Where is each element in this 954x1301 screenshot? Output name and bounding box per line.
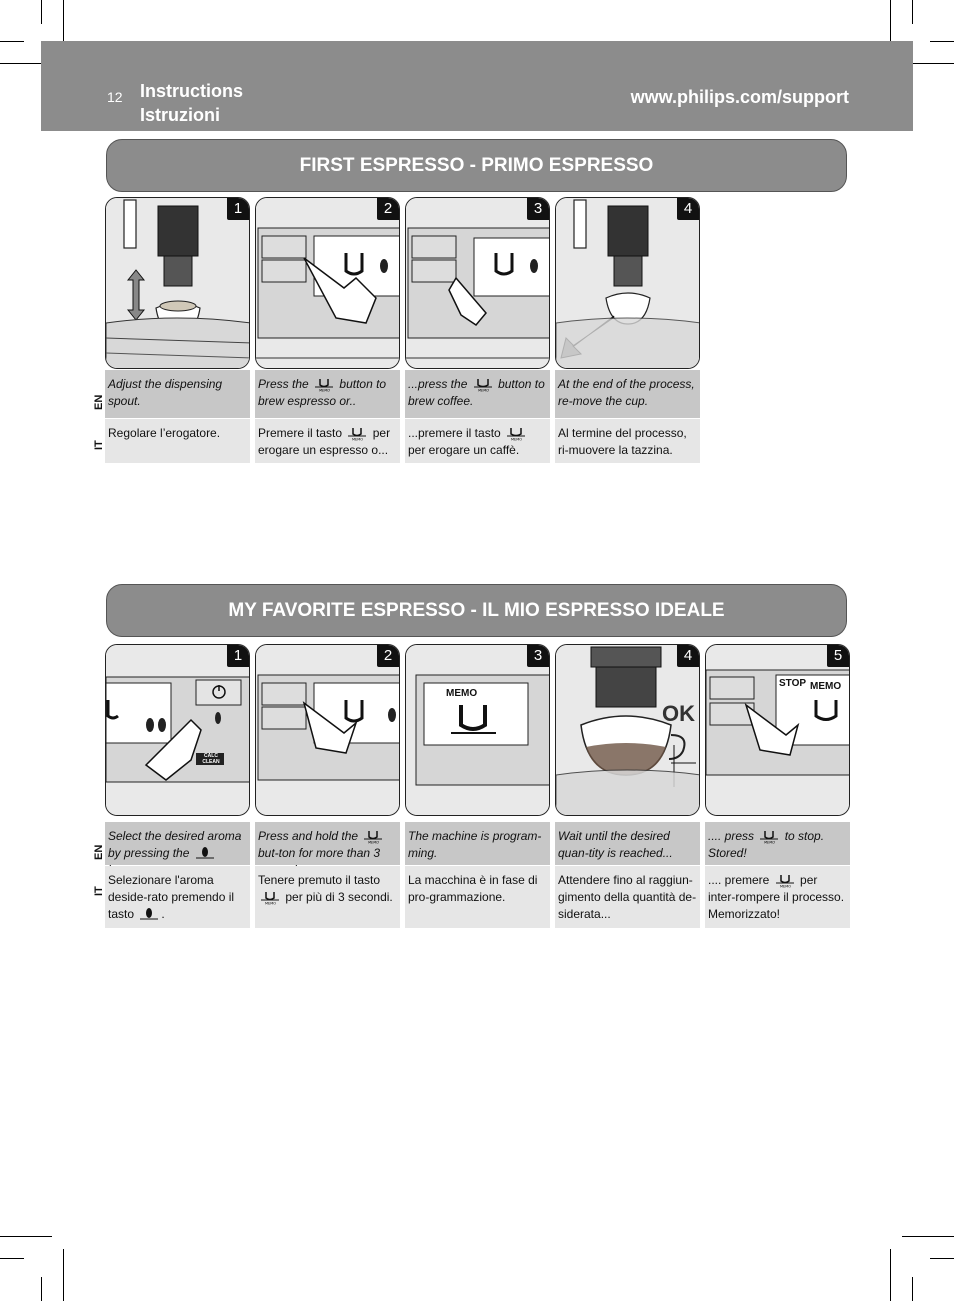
illustration-step-3 xyxy=(405,644,550,816)
machine-spout-illustration xyxy=(106,198,250,369)
svg-text:MEMO: MEMO xyxy=(511,437,523,441)
lang-label-en: EN xyxy=(93,844,105,860)
s2-step-5-text-it: .... premere MEMO per inter-rompere il processo. Memorizzato! xyxy=(705,866,850,928)
illustration-step-3 xyxy=(405,197,550,369)
step-number: 1 xyxy=(227,645,249,667)
illustration-step-2 xyxy=(255,197,400,369)
crop-mark xyxy=(890,1249,891,1301)
title-en: Instructions xyxy=(140,81,244,101)
lang-label-en: EN xyxy=(93,394,105,410)
crop-mark xyxy=(0,1236,52,1237)
espresso-memo-icon xyxy=(773,874,797,888)
control-panel-illustration xyxy=(256,198,400,369)
crop-mark xyxy=(930,41,954,42)
espresso-memo-icon xyxy=(345,427,369,441)
step-1-text-it: Regolare l’erogatore. xyxy=(105,419,250,463)
illustration-step-4 xyxy=(555,644,700,816)
svg-text:MEMO: MEMO xyxy=(368,840,380,844)
step-number: 2 xyxy=(377,198,399,220)
page-header xyxy=(41,41,913,131)
cup-filling-illustration xyxy=(556,645,700,816)
lang-label-it: IT xyxy=(93,886,105,896)
step-number: 5 xyxy=(827,645,849,667)
crop-mark xyxy=(912,0,913,24)
s2-step-2-text-it: Tenere premuto il tasto MEMO per più di 3 secondi. xyxy=(255,866,400,928)
svg-text:MEMO: MEMO xyxy=(319,388,331,392)
espresso-memo-icon xyxy=(258,891,282,905)
step-number: 4 xyxy=(677,198,699,220)
aroma-bean-icon xyxy=(137,908,161,922)
illustration-step-2 xyxy=(255,644,400,816)
s2-step-4-text-en: Wait until the desired quan-tity is reached... xyxy=(555,822,700,865)
svg-text:MEMO: MEMO xyxy=(779,884,791,888)
s2-step-5-text-en: .... press MEMO to stop. Stored! xyxy=(705,822,850,865)
illustration-step-4 xyxy=(555,197,700,369)
calc-clean-label: CALC CLEAN xyxy=(202,753,220,765)
crop-mark xyxy=(0,1258,24,1259)
stop-memo-illustration xyxy=(706,645,850,816)
page-number: 12 xyxy=(107,89,123,105)
crop-mark xyxy=(41,0,42,24)
s2-step-1-text-en: Select the desired aroma by pressing the xyxy=(105,822,250,865)
crop-mark xyxy=(930,1258,954,1259)
illustration-step-1 xyxy=(105,644,250,816)
s2-step-3-text-it: La macchina è in fase di pro-grammazione. xyxy=(405,866,550,928)
espresso-memo-icon xyxy=(312,378,336,392)
step-number: 1 xyxy=(227,198,249,220)
step-3-text-en: ...press the MEMO button to brew coffee. xyxy=(405,370,550,418)
illustration-step-1 xyxy=(105,197,250,369)
section-title-favorite-espresso: MY FAVORITE ESPRESSO - IL MIO ESPRESSO IDEALE xyxy=(106,584,847,637)
espresso-memo-icon xyxy=(757,830,781,844)
step-number: 2 xyxy=(377,645,399,667)
step-3-text-it: ...premere il tasto MEMO per erogare un caffè. xyxy=(405,419,550,463)
svg-text:MEMO: MEMO xyxy=(352,437,364,441)
title-it: Istruzioni xyxy=(140,105,220,125)
stop-label: STOP xyxy=(779,678,807,689)
control-panel-illustration xyxy=(256,645,400,816)
coffee-memo-icon xyxy=(504,427,528,441)
coffee-memo-icon xyxy=(471,378,495,392)
step-number: 3 xyxy=(527,645,549,667)
aroma-select-illustration xyxy=(106,645,250,816)
espresso-memo-icon xyxy=(361,830,385,844)
svg-text:MEMO: MEMO xyxy=(764,840,776,844)
support-url: www.philips.com/support xyxy=(630,87,849,107)
step-4-text-it: Al termine del processo, ri-muovere la tazzina. xyxy=(555,419,700,463)
step-2-text-it: Premere il tasto MEMO per erogare un espresso o... xyxy=(255,419,400,463)
illustration-step-5 xyxy=(705,644,850,816)
s2-step-4-text-it: Attendere fino al raggiun-gimento della quantità de-siderata... xyxy=(555,866,700,928)
svg-text:MEMO: MEMO xyxy=(477,388,489,392)
crop-mark xyxy=(0,41,24,42)
crop-mark xyxy=(63,1249,64,1301)
step-number: 3 xyxy=(527,198,549,220)
s2-step-2-text-en: Press and hold the MEMO but-ton for more than 3 xyxy=(255,822,400,865)
page-title xyxy=(140,79,243,127)
programming-display-illustration xyxy=(406,645,550,816)
ok-label: OK xyxy=(662,701,695,726)
step-number: 4 xyxy=(677,645,699,667)
aroma-bean-icon xyxy=(193,847,217,861)
step-1-text-en: Adjust the dispensing spout. xyxy=(105,370,250,418)
lang-label-it: IT xyxy=(93,440,105,450)
control-panel-illustration xyxy=(406,198,550,369)
remove-cup-illustration xyxy=(556,198,700,369)
s2-step-3-text-en: The machine is program-ming. xyxy=(405,822,550,865)
step-4-text-en: At the end of the process, re-move the cup. xyxy=(555,370,700,418)
svg-text:MEMO: MEMO xyxy=(265,901,277,905)
crop-mark xyxy=(41,1277,42,1301)
section-title-first-espresso: FIRST ESPRESSO - PRIMO ESPRESSO xyxy=(106,139,847,192)
crop-mark xyxy=(912,1277,913,1301)
s2-step-1-text-it: Selezionare l'aroma deside-rato premendo il tasto . xyxy=(105,866,250,928)
crop-mark xyxy=(902,1236,954,1237)
memo-label: MEMO xyxy=(810,681,842,692)
memo-display-label: MEMO xyxy=(446,688,478,699)
step-2-text-en: Press the MEMO button to brew espresso or.. xyxy=(255,370,400,418)
